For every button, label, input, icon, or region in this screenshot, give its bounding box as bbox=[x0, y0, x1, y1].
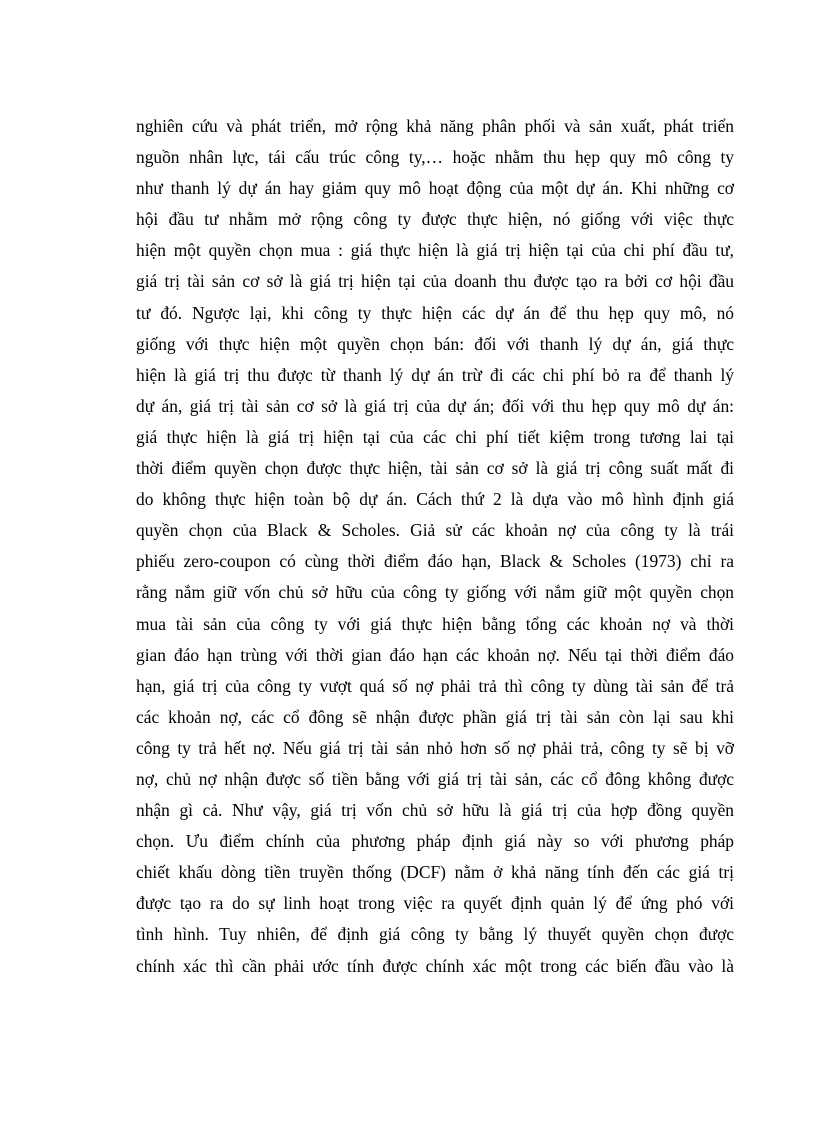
text-line: chọn. Ưu điểm chính của phương pháp định giá này so với phương pháp bbox=[136, 831, 734, 852]
text-line: dự án, giá trị tài sản cơ sở là giá trị của dự án; đối với thu hẹp quy mô dự án: bbox=[136, 395, 734, 416]
text-line: tư đó. Ngược lại, khi công ty thực hiện các dự án để thu hẹp quy mô, nó bbox=[136, 302, 734, 323]
text-line: hạn, giá trị của công ty vượt quá số nợ phải trả thì công ty dùng tài sản để trả bbox=[136, 675, 734, 696]
text-line: giá thực hiện là giá trị hiện tại của các chi phí tiết kiệm trong tương lai tại bbox=[136, 426, 734, 447]
text-line: như thanh lý dự án hay giảm quy mô hoạt động của một dự án. Khi những cơ bbox=[136, 178, 734, 199]
body-text bbox=[136, 111, 734, 982]
text-line: chính xác thì cần phải ước tính được chính xác một trong các biến đầu vào là bbox=[136, 955, 734, 976]
text-line: nhận gì cả. Như vậy, giá trị vốn chủ sở hữu là giá trị của hợp đồng quyền bbox=[136, 800, 734, 821]
text-line: phiếu zero-coupon có cùng thời điểm đáo hạn, Black & Scholes (1973) chỉ ra bbox=[136, 551, 734, 572]
text-line: được tạo ra do sự linh hoạt trong việc ra quyết định quản lý để ứng phó với bbox=[136, 893, 734, 914]
text-line: công ty trả hết nợ. Nếu giá trị tài sản nhỏ hơn số nợ phải trả, công ty sẽ bị vỡ bbox=[136, 737, 734, 758]
text-line: quyền chọn của Black & Scholes. Giả sử các khoản nợ của công ty là trái bbox=[136, 520, 734, 541]
text-line: tình hình. Tuy nhiên, để định giá công ty bằng lý thuyết quyền chọn được bbox=[136, 924, 734, 945]
text-line: giá trị tài sản cơ sở là giá trị hiện tại của doanh thu được tạo ra bởi cơ hội đầu bbox=[136, 271, 734, 292]
text-line: nợ, chủ nợ nhận được số tiền bằng với giá trị tài sản, các cổ đông không được bbox=[136, 768, 734, 789]
text-line: do không thực hiện toàn bộ dự án. Cách thứ 2 là dựa vào mô hình định giá bbox=[136, 489, 734, 510]
text-line: chiết khấu dòng tiền truyền thống (DCF) nằm ở khả năng tính đến các giá trị bbox=[136, 862, 734, 883]
text-line: nguồn nhân lực, tái cấu trúc công ty,… hoặc nhằm thu hẹp quy mô công ty bbox=[136, 147, 734, 168]
text-line: rằng nắm giữ vốn chủ sở hữu của công ty giống với nắm giữ một quyền chọn bbox=[136, 582, 734, 603]
text-line: giống với thực hiện một quyền chọn bán: đối với thanh lý dự án, giá thực bbox=[136, 333, 734, 354]
text-line: các khoản nợ, các cổ đông sẽ nhận được phần giá trị tài sản còn lại sau khi bbox=[136, 706, 734, 727]
text-line: hội đầu tư nhằm mở rộng công ty được thực hiện, nó giống với việc thực bbox=[136, 209, 734, 230]
text-line: hiện một quyền chọn mua : giá thực hiện là giá trị hiện tại của chi phí đầu tư, bbox=[136, 240, 734, 261]
text-line: gian đáo hạn trùng với thời gian đáo hạn các khoản nợ. Nếu tại thời điểm đáo bbox=[136, 644, 734, 665]
text-line: mua tài sản của công ty với giá thực hiện bằng tổng các khoản nợ và thời bbox=[136, 613, 734, 634]
text-line: thời điểm quyền chọn được thực hiện, tài sản cơ sở là giá trị công suất mất đi bbox=[136, 458, 734, 479]
text-line: nghiên cứu và phát triển, mở rộng khả năng phân phối và sản xuất, phát triển bbox=[136, 116, 734, 136]
text-line: hiện là giá trị thu được từ thanh lý dự án trừ đi các chi phí bỏ ra để thanh lý bbox=[136, 364, 734, 385]
